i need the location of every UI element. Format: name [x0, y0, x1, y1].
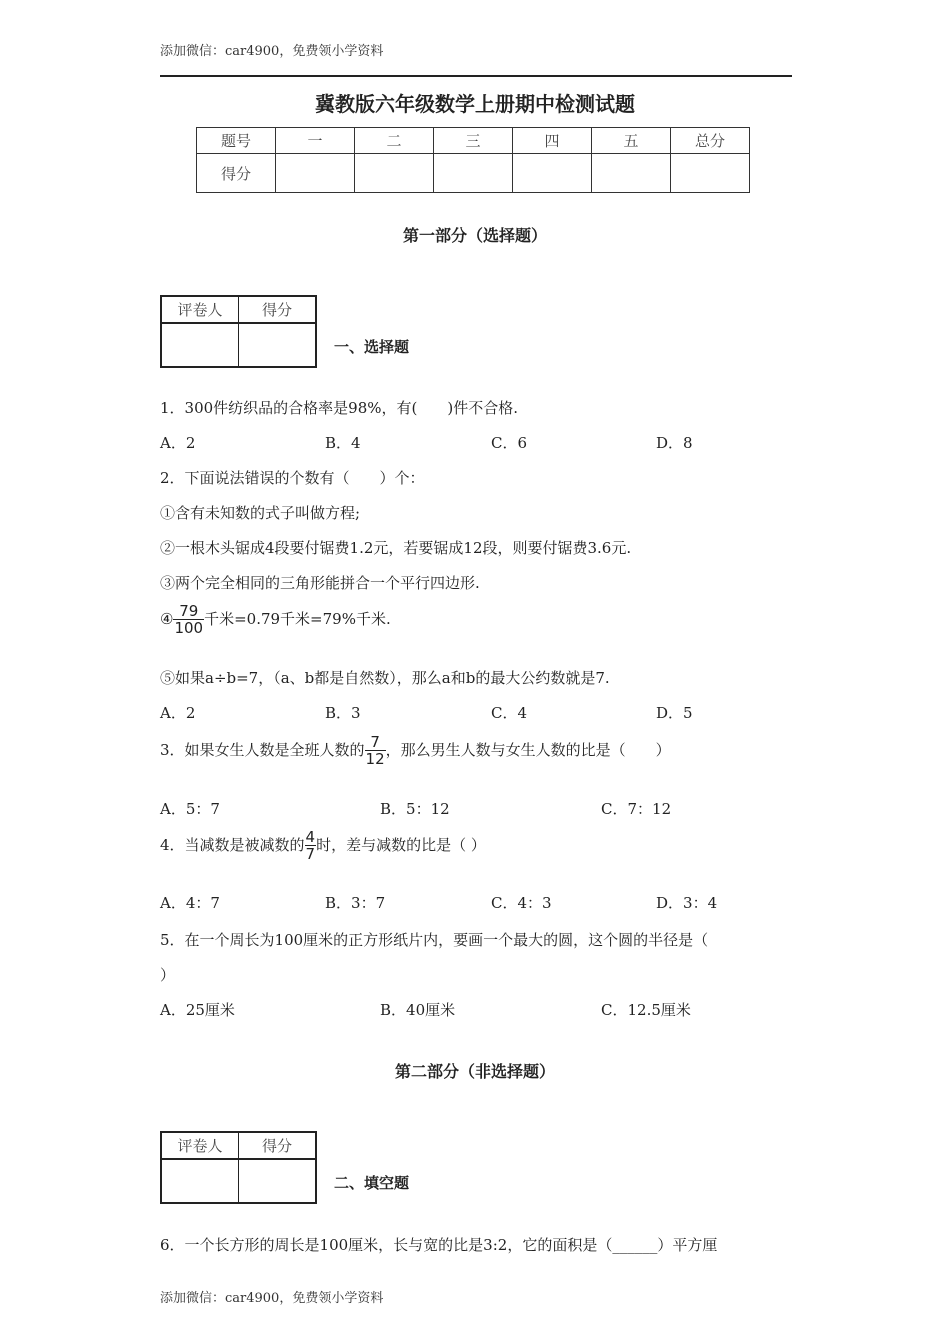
q5-option-b[interactable]: B．40厘米 [380, 1001, 456, 1019]
q1-option-c[interactable]: C．6 [491, 434, 528, 452]
q4-fraction [305, 830, 317, 862]
grader-box-2 [160, 1131, 317, 1204]
q3-option-b[interactable]: B．5：12 [380, 800, 450, 818]
q1-option-d[interactable]: D．8 [656, 434, 693, 452]
fraction-denominator: 7 [305, 845, 316, 863]
q2-statement-3: ③两个完全相同的三角形能拼合一个平行四边形. [160, 574, 480, 592]
grader-score-cell[interactable] [239, 323, 317, 367]
q2-option-a[interactable]: A．2 [160, 704, 196, 722]
q4-option-d[interactable]: D．3：4 [656, 894, 718, 912]
score-header-cell: 总分 [671, 128, 750, 154]
score-header-cell: 一 [276, 128, 355, 154]
score-header-cell: 四 [513, 128, 592, 154]
q2-s4-prefix: ④ [160, 610, 174, 628]
q2-statement-2: ②一根木头锯成4段要付锯费1.2元，若要锯成12段，则要付锯费3.6元. [160, 539, 632, 557]
score-cell[interactable] [355, 154, 434, 193]
grader-score-cell[interactable] [239, 1159, 317, 1203]
page-footer: 添加微信：car4900，免费领小学资料 [160, 1291, 384, 1306]
question-5: 5．在一个周长为100厘米的正方形纸片内，要画一个最大的圆，这个圆的半径是（ [160, 931, 709, 949]
question-1: 1．300件纺织品的合格率是98%，有( )件不合格. [160, 399, 518, 417]
section1-title: 一、选择题 [334, 338, 410, 356]
question-2: 2．下面说法错误的个数有（ ）个： [160, 469, 425, 487]
q3-prefix: 3．如果女生人数是全班人数的 [160, 741, 365, 759]
q2-statement-5: ⑤如果a÷b=7，（a、b都是自然数），那么a和b的最大公约数就是7. [160, 669, 610, 687]
part1-title: 第一部分（选择题） [402, 226, 547, 245]
score-header-cell: 题号 [197, 128, 276, 154]
question-3 [160, 735, 671, 767]
fraction-denominator: 100 [174, 619, 204, 637]
q5-option-c[interactable]: C．12.5厘米 [601, 1001, 691, 1019]
question-4 [160, 830, 486, 862]
score-header-cell: 三 [434, 128, 513, 154]
q4-option-a[interactable]: A．4：7 [160, 894, 220, 912]
q4-suffix: 时，差与减数的比是（ ） [316, 836, 486, 854]
score-row-label: 得分 [197, 154, 276, 193]
q2-option-d[interactable]: D．5 [656, 704, 693, 722]
fraction-numerator: 4 [305, 828, 316, 846]
score-cell[interactable] [592, 154, 671, 193]
q2-statement-4 [160, 604, 391, 636]
q3-option-a[interactable]: A．5：7 [160, 800, 220, 818]
grader-label: 评卷人 [161, 296, 239, 323]
section2-title: 二、填空题 [334, 1174, 410, 1192]
q1-option-b[interactable]: B．4 [325, 434, 361, 452]
q4-prefix: 4．当减数是被减数的 [160, 836, 305, 854]
fraction-denominator: 12 [365, 750, 385, 768]
header-rule [160, 75, 792, 77]
score-header-cell: 二 [355, 128, 434, 154]
fraction-numerator: 7 [370, 733, 380, 751]
page-title: 冀教版六年级数学上册期中检测试题 [315, 92, 635, 116]
question-5-continued: ） [160, 966, 176, 984]
q2-s4-fraction [173, 604, 204, 636]
grader-label: 评卷人 [161, 1132, 239, 1159]
grader-score-label: 得分 [239, 1132, 317, 1159]
fraction-numerator: 79 [179, 602, 199, 620]
q5-option-a[interactable]: A．25厘米 [160, 1001, 235, 1019]
score-cell[interactable] [671, 154, 750, 193]
score-header-cell: 五 [592, 128, 671, 154]
q2-option-b[interactable]: B．3 [325, 704, 361, 722]
q3-option-c[interactable]: C．7：12 [601, 800, 672, 818]
grader-cell[interactable] [161, 1159, 239, 1203]
grader-cell[interactable] [161, 323, 239, 367]
page-header: 添加微信：car4900，免费领小学资料 [160, 44, 384, 59]
q3-fraction [365, 735, 386, 767]
q2-s4-suffix: 千米=0.79千米=79%千米. [204, 610, 391, 628]
q3-suffix: ，那么男生人数与女生人数的比是（ ） [385, 741, 671, 759]
part2-title: 第二部分（非选择题） [394, 1062, 555, 1081]
score-cell[interactable] [276, 154, 355, 193]
question-6: 6．一个长方形的周长是100厘米，长与宽的比是3:2，它的面积是（______）平方厘 [160, 1236, 718, 1254]
q2-statement-1: ①含有未知数的式子叫做方程; [160, 504, 361, 522]
grader-box-1 [160, 295, 317, 368]
q4-option-c[interactable]: C．4：3 [491, 894, 552, 912]
q2-option-c[interactable]: C．4 [491, 704, 528, 722]
grader-score-label: 得分 [239, 296, 317, 323]
score-cell[interactable] [434, 154, 513, 193]
score-cell[interactable] [513, 154, 592, 193]
q1-option-a[interactable]: A．2 [160, 434, 196, 452]
q4-option-b[interactable]: B．3：7 [325, 894, 386, 912]
score-table [196, 127, 750, 193]
